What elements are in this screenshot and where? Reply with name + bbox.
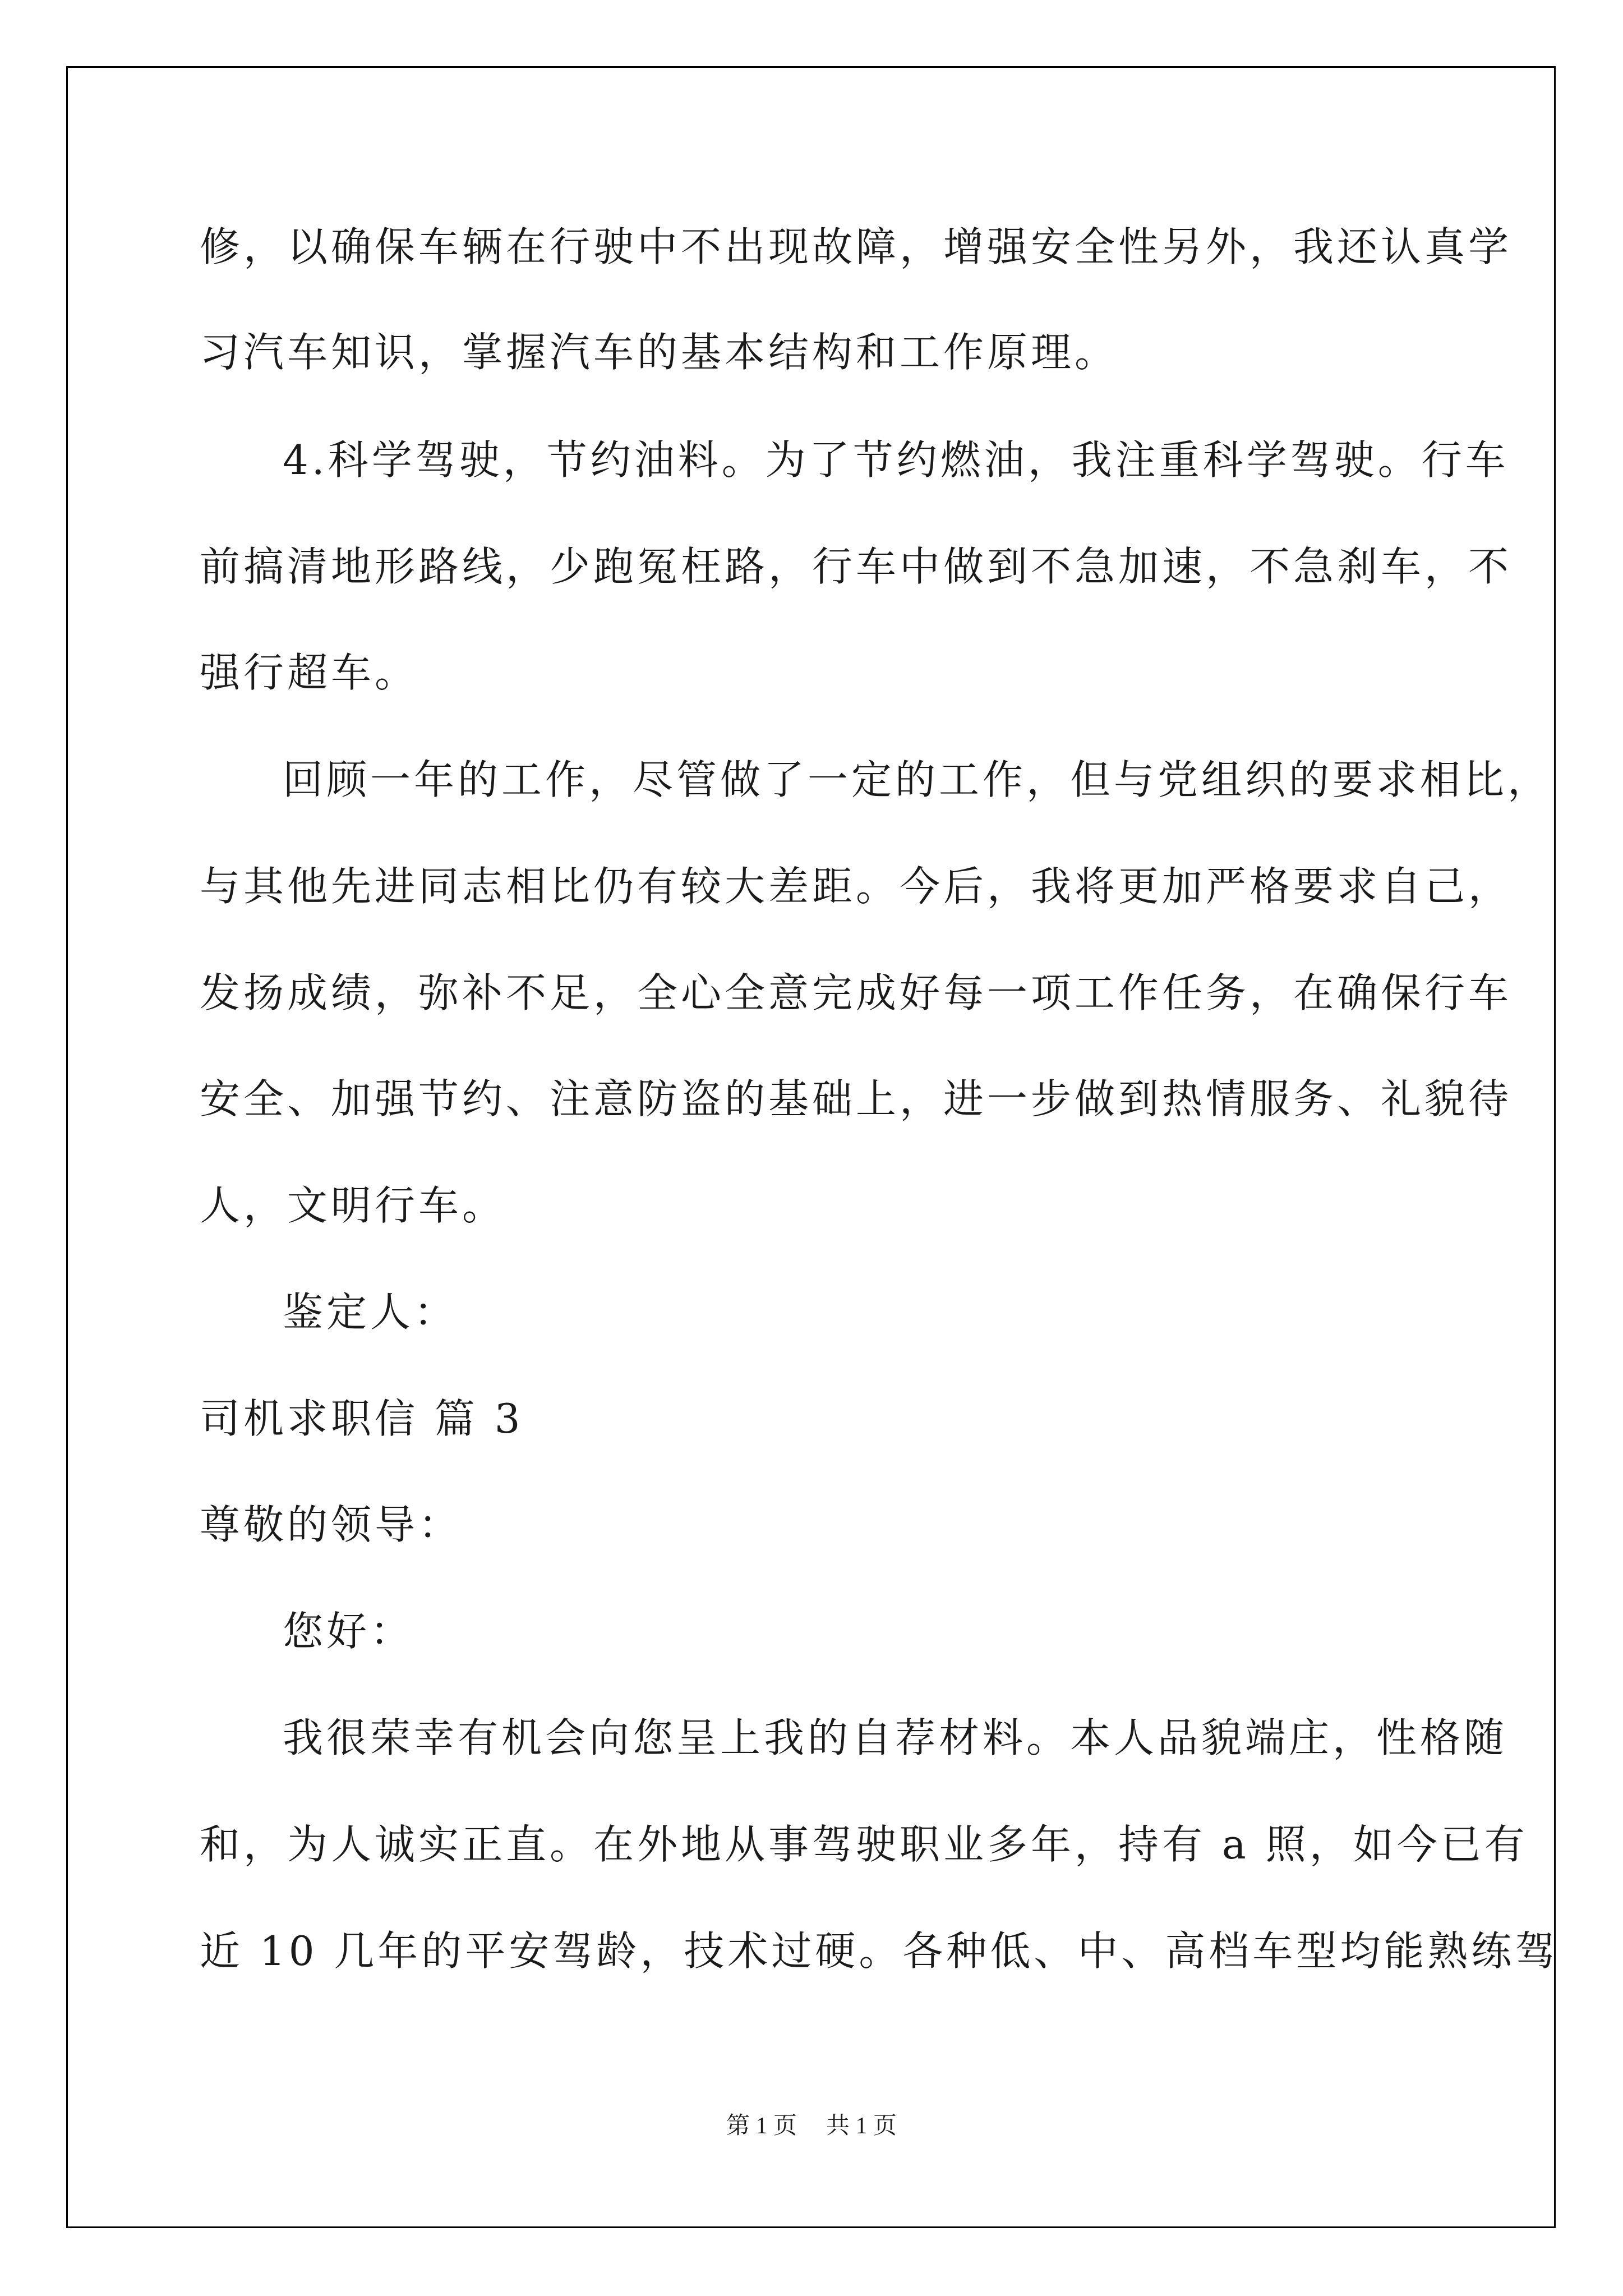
paragraph-line: 习汽车知识，掌握汽车的基本结构和工作原理。 (200, 329, 1119, 376)
paragraph-line: 人，文明行车。 (200, 1182, 506, 1229)
paragraph-line: 回顾一年的工作，尽管做了一定的工作，但与党组织的要求相比， (283, 756, 1552, 803)
greeting: 您好： (283, 1608, 414, 1655)
section-heading: 司机求职信 篇 3 (200, 1395, 524, 1442)
page-count: 共 1 页 (826, 2113, 897, 2139)
paragraph-line: 修，以确保车辆在行驶中不出现故障，增强安全性另外，我还认真学 (200, 223, 1513, 270)
paragraph-line: 发扬成绩，弥补不足，全心全意完成好每一项工作任务，在确保行车 (200, 969, 1513, 1016)
appraiser-label: 鉴定人： (283, 1289, 458, 1336)
paragraph-line: 4.科学驾驶，节约油料。为了节约燃油，我注重科学驾驶。行车 (283, 436, 1509, 484)
paragraph-line: 我很荣幸有机会向您呈上我的自荐材料。本人品貌端庄，性格随 (283, 1714, 1508, 1761)
page-number: 第 1 页 (726, 2113, 797, 2139)
page-border (66, 66, 1556, 2228)
paragraph-line: 前搞清地形路线，少跑冤枉路，行车中做到不急加速，不急刹车，不 (200, 543, 1513, 590)
salutation: 尊敬的领导： (200, 1501, 463, 1548)
paragraph-line: 强行超车。 (200, 649, 419, 696)
paragraph-line: 近 10 几年的平安驾龄，技术过硬。各种低、中、高档车型均能熟练驾 (200, 1927, 1559, 1975)
page-footer (0, 2109, 1623, 2143)
paragraph-line: 与其他先进同志相比仍有较大差距。今后，我将更加严格要求自己， (200, 863, 1513, 910)
paragraph-line: 和，为人诚实正直。在外地从事驾驶职业多年，持有 a 照，如今已有 (200, 1821, 1528, 1868)
paragraph-line: 安全、加强节约、注意防盗的基础上，进一步做到热情服务、礼貌待 (200, 1075, 1513, 1122)
